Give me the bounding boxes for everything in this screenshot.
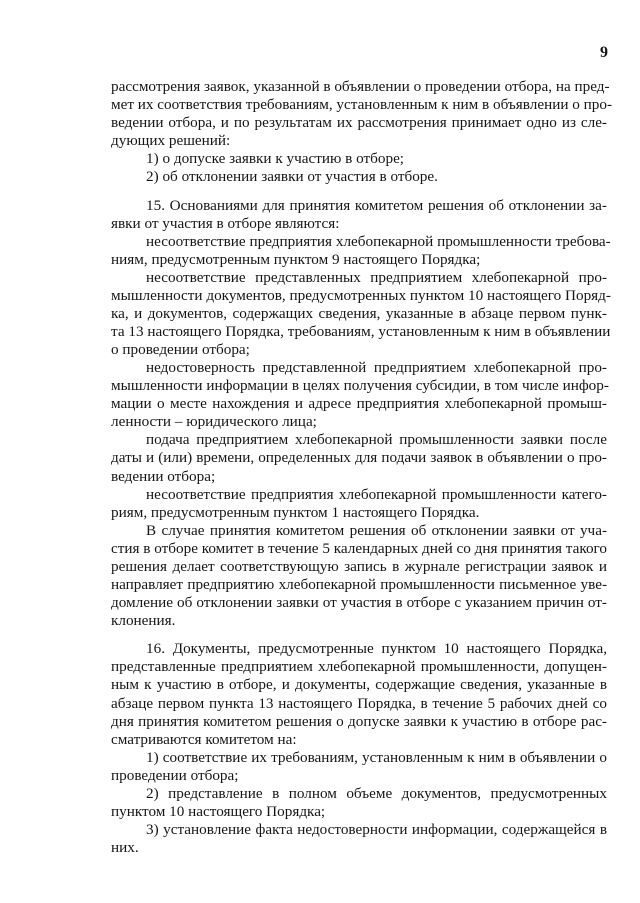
- text-line: мет их соответствия требованиям, установленным к ним в объявлении о про-: [111, 96, 613, 113]
- text-line: 3) установление факта недостоверности информации, содержащейся в: [146, 821, 607, 838]
- text-line: 2) об отклонении заявки от участия в отборе.: [146, 168, 438, 185]
- text-line: ка, и документов, содержащих сведения, указанные в абзаце первом пунк-: [111, 305, 607, 322]
- text-line: мышленности документов, предусмотренных пунктом 10 настоящего Поряд-: [111, 287, 611, 304]
- page-number: 9: [600, 44, 608, 61]
- text-line: дня принятия комитетом решения о допуске заявки к участию в отборе рас-: [111, 713, 607, 730]
- text-line: несоответствие представленных предприятием хлебопекарной про-: [146, 269, 607, 286]
- text-line: несоответствие предприятия хлебопекарной промышленности требова-: [146, 233, 611, 250]
- text-line: даты и (или) времени, определенных для подачи заявок в объявлении о про-: [111, 449, 607, 466]
- text-line: подача предприятием хлебопекарной промышленности заявки после: [146, 431, 607, 448]
- text-line: 1) соответствие их требованиям, установленным к ним в объявлении о: [146, 749, 607, 766]
- text-line: та 13 настоящего Порядка, требованиям, установленным к ним в объявлении: [111, 323, 611, 340]
- text-line: клонения.: [111, 612, 176, 629]
- text-line: 1) о допуске заявки к участию в отборе;: [146, 150, 405, 167]
- text-line: представленные предприятием хлебопекарной промышленности, допущен-: [111, 658, 607, 675]
- text-line: ведении отбора;: [111, 468, 216, 485]
- text-line: недостоверность представленной предприятием хлебопекарной про-: [146, 359, 607, 376]
- text-line: абзаце первом пункта 13 настоящего Порядка, в течение 5 рабочих дней со: [111, 695, 607, 712]
- text-line: ленности – юридического лица;: [111, 413, 317, 430]
- text-line: сматриваются комитетом на:: [111, 731, 297, 748]
- text-line: ведении отбора, и по результатам их рассмотрения принимает одно из сле-: [111, 114, 607, 131]
- text-line: мышленности информации в целях получения субсидии, в том числе инфор-: [111, 377, 609, 394]
- text-line: В случае принятия комитетом решения об отклонении заявки от уча-: [146, 522, 607, 539]
- text-line: рассмотрения заявок, указанной в объявлении о проведении отбора, на пред-: [111, 78, 610, 95]
- text-line: них.: [111, 839, 139, 856]
- text-line: явки от участия в отборе являются:: [111, 215, 340, 232]
- text-line: 16. Документы, предусмотренные пунктом 10 настоящего Порядка,: [146, 640, 607, 657]
- text-line: пунктом 10 настоящего Порядка;: [111, 803, 326, 820]
- text-line: мации о месте нахождения и адресе предприятия хлебопекарной промыш-: [111, 395, 607, 412]
- text-line: проведении отбора;: [111, 767, 239, 784]
- text-line: о проведении отбора;: [111, 341, 250, 358]
- text-line: домление об отклонении заявки от участия в отборе с указанием причин от-: [111, 594, 607, 611]
- text-line: 15. Основаниями для принятия комитетом решения об отклонении за-: [146, 197, 607, 214]
- text-line: ниям, предусмотренным пунктом 9 настоящего Порядка;: [111, 251, 481, 268]
- text-line: дующих решений:: [111, 132, 231, 149]
- text-line: направляет предприятию хлебопекарной промышленности письменное уве-: [111, 576, 607, 593]
- text-line: ным к участию в отборе, и документы, содержащие сведения, указанные в: [111, 676, 607, 693]
- text-line: несоответствие предприятия хлебопекарной промышленности катего-: [146, 486, 607, 503]
- text-line: 2) представление в полном объеме документов, предусмотренных: [146, 785, 607, 802]
- text-line: риям, предусмотренным пунктом 1 настоящего Порядка.: [111, 504, 480, 521]
- text-line: стия в отборе комитет в течение 5 календарных дней со дня принятия такого: [111, 540, 607, 557]
- text-line: решения делает соответствующую запись в журнале регистрации заявок и: [111, 558, 607, 575]
